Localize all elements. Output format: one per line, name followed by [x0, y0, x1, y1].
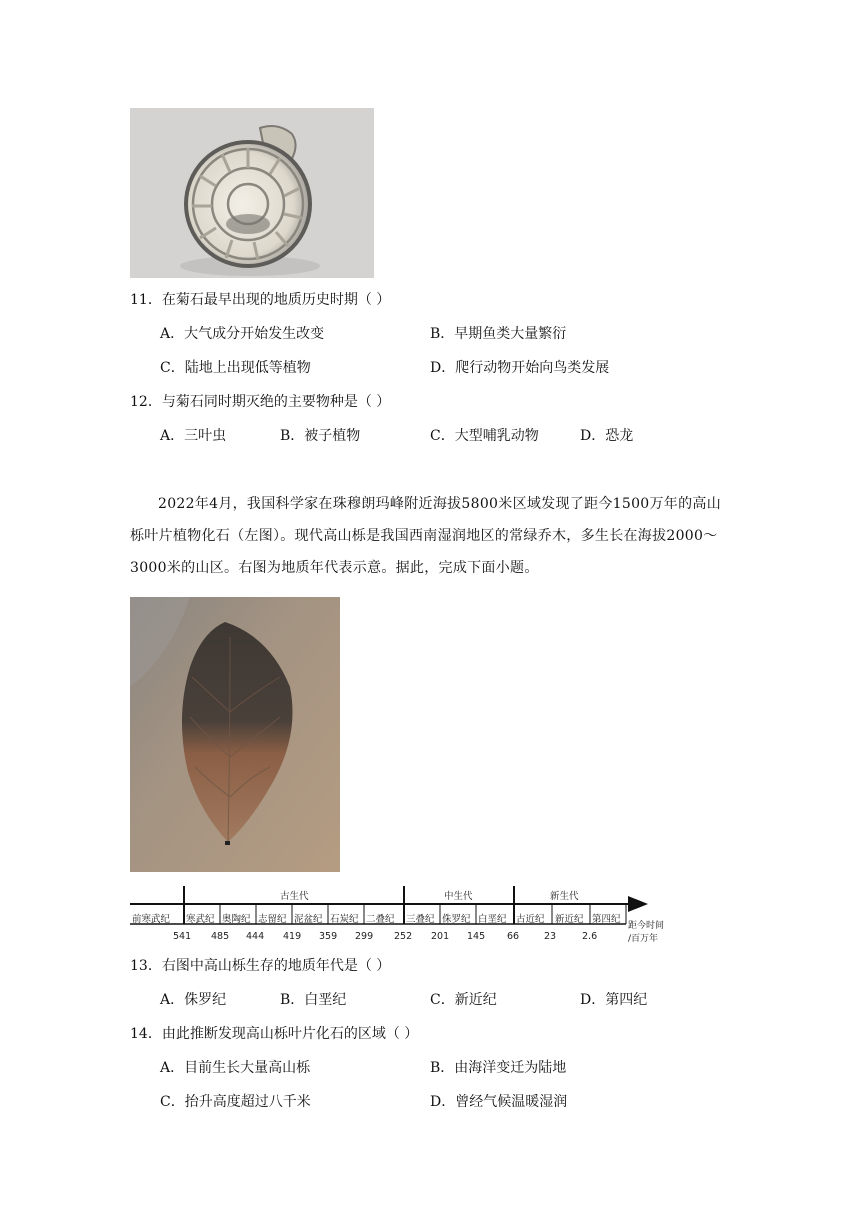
- question-13-stem: 13．右图中高山栎生存的地质年代是（ ）: [130, 958, 391, 974]
- geological-timeline: [128, 882, 673, 946]
- era-cenozoic: 新生代: [550, 891, 579, 902]
- age-145: 145: [467, 931, 486, 942]
- period-triassic: 三叠纪: [406, 914, 435, 925]
- question-13-option-c[interactable]: C．新近纪: [430, 992, 497, 1008]
- age-485: 485: [211, 931, 230, 942]
- period-carboniferous: 石炭纪: [330, 914, 359, 925]
- question-13-option-d[interactable]: D．第四纪: [580, 992, 648, 1008]
- era-paleozoic: 古生代: [280, 891, 309, 902]
- age-252: 252: [394, 931, 413, 942]
- question-12-option-b[interactable]: B．被子植物: [280, 428, 361, 444]
- age-201: 201: [431, 931, 450, 942]
- period-cambrian: 寒武纪: [186, 914, 215, 925]
- age-541: 541: [173, 931, 192, 942]
- period-devonian: 泥盆纪: [294, 914, 323, 925]
- question-12-option-d[interactable]: D．恐龙: [580, 428, 634, 444]
- period-cretaceous: 白垩纪: [478, 914, 507, 925]
- question-14-option-a[interactable]: A．目前生长大量高山栎: [160, 1060, 311, 1076]
- axis-label-time: 距今时间: [628, 921, 665, 931]
- period-quaternary: 第四纪: [592, 914, 621, 925]
- passage-text: 2022年4月，我国科学家在珠穆朗玛峰附近海拔5800米区域发现了距今1500万年的高山栎叶片植物化石（左图）。现代高山栎是我国西南湿润地区的常绿乔木，多生长在海拔2000～3000米的山区。右图为地质年代表示意。据此，完成下面小题。: [130, 496, 721, 576]
- question-14-option-b[interactable]: B．由海洋变迁为陆地: [430, 1060, 567, 1076]
- period-jurassic: 侏罗纪: [442, 914, 471, 925]
- era-mesozoic: 中生代: [444, 891, 473, 902]
- age-419: 419: [283, 931, 302, 942]
- question-11-option-c[interactable]: C．陆地上出现低等植物: [160, 360, 311, 376]
- period-precambrian: 前寒武纪: [132, 914, 171, 925]
- question-13-option-b[interactable]: B．白垩纪: [280, 992, 347, 1008]
- period-paleogene: 古近纪: [516, 914, 545, 925]
- question-11-option-d[interactable]: D．爬行动物开始向鸟类发展: [430, 360, 610, 376]
- age-23: 23: [544, 931, 557, 942]
- period-permian: 二叠纪: [366, 914, 395, 925]
- question-12-option-c[interactable]: C．大型哺乳动物: [430, 428, 539, 444]
- age-2-6: 2.6: [582, 931, 598, 942]
- ammonite-fossil-image: [130, 108, 374, 278]
- age-299: 299: [355, 931, 374, 942]
- period-neogene: 新近纪: [555, 914, 584, 925]
- question-14-stem: 14．由此推断发现高山栎叶片化石的区域（ ）: [130, 1026, 419, 1042]
- age-359: 359: [319, 931, 338, 942]
- leaf-fossil-image: [130, 597, 340, 872]
- age-66: 66: [507, 931, 520, 942]
- question-11-option-b[interactable]: B．早期鱼类大量繁衍: [430, 326, 567, 342]
- question-14-option-c[interactable]: C．抬升高度超过八千米: [160, 1094, 311, 1110]
- age-444: 444: [246, 931, 265, 942]
- question-14-option-d[interactable]: D．曾经气候温暖湿润: [430, 1094, 568, 1110]
- question-11-option-a[interactable]: A．大气成分开始发生改变: [160, 326, 325, 342]
- question-11-stem: 11．在菊石最早出现的地质历史时期（ ）: [130, 292, 391, 308]
- period-ordovician: 奥陶纪: [222, 914, 251, 925]
- question-12-option-a[interactable]: A．三叶虫: [160, 428, 227, 444]
- period-silurian: 志留纪: [258, 914, 287, 925]
- question-12-stem: 12．与菊石同时期灭绝的主要物种是（ ）: [130, 394, 391, 410]
- axis-label-unit: /百万年: [628, 934, 659, 944]
- question-13-option-a[interactable]: A．侏罗纪: [160, 992, 227, 1008]
